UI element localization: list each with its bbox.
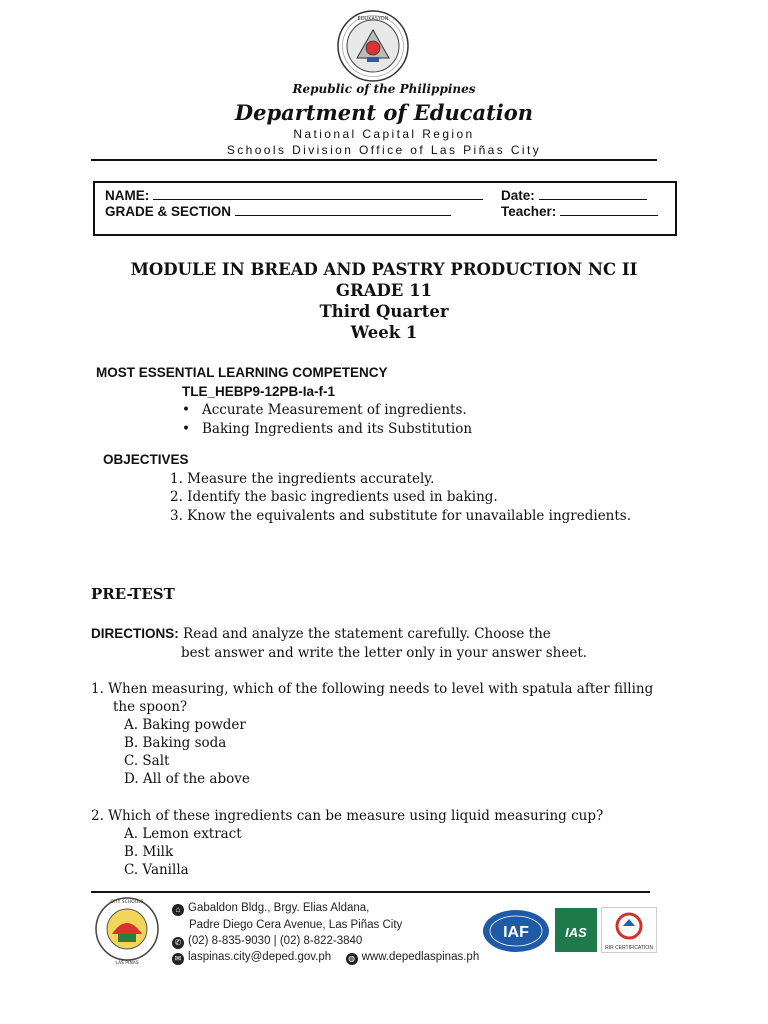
date-field[interactable] bbox=[501, 188, 647, 203]
bullet-dot: • bbox=[182, 421, 190, 437]
module-quarter: Third Quarter bbox=[319, 302, 449, 321]
competency-heading: MOST ESSENTIAL LEARNING COMPETENCY bbox=[96, 365, 388, 380]
location-icon: ⌂ bbox=[172, 904, 184, 916]
q1-option-a: A. Baking powder bbox=[124, 717, 246, 733]
svg-text:RIR CERTIFICATION: RIR CERTIFICATION bbox=[605, 945, 653, 951]
bullet-text: Baking Ingredients and its Substitution bbox=[201, 421, 473, 437]
objective-item: 1. Measure the ingredients accurately. bbox=[170, 471, 435, 487]
svg-text:IAF: IAF bbox=[503, 924, 529, 941]
question-1-cont: the spoon? bbox=[113, 699, 188, 715]
competency-code: TLE_HEBP9-12PB-Ia-f-1 bbox=[182, 384, 336, 399]
department-title: Department of Education bbox=[234, 100, 534, 125]
email-icon: ✉ bbox=[172, 953, 184, 965]
competency-bullet bbox=[182, 421, 472, 437]
module-title: MODULE IN BREAD AND PASTRY PRODUCTION NC II bbox=[130, 260, 638, 279]
student-info-box bbox=[93, 181, 677, 236]
division-text: Schools Division Office of Las Piñas City bbox=[226, 143, 542, 157]
iaf-logo bbox=[481, 908, 551, 954]
q2-option-c: C. Vanilla bbox=[124, 862, 189, 878]
footer-email-web bbox=[172, 951, 479, 965]
phone-icon: ✆ bbox=[172, 937, 184, 949]
competency-bullet bbox=[182, 402, 467, 418]
footer-phone bbox=[172, 935, 362, 949]
teacher-field[interactable] bbox=[501, 204, 658, 219]
directions-line-2: best answer and write the letter only in your answer sheet. bbox=[181, 645, 588, 661]
footer-address-2: Padre Diego Cera Avenue, Las Piñas City bbox=[189, 919, 403, 931]
date-label: Date: bbox=[501, 188, 535, 203]
module-grade: GRADE 11 bbox=[335, 281, 433, 300]
division-seal bbox=[94, 894, 160, 968]
republic-text: Republic of the Philippines bbox=[292, 82, 476, 96]
question-2: 2. Which of these ingredients can be measure using liquid measuring cup? bbox=[91, 808, 604, 824]
email-text[interactable]: laspinas.city@deped.gov.ph bbox=[188, 951, 332, 963]
pretest-heading: PRE-TEST bbox=[91, 585, 175, 603]
ias-logo bbox=[554, 907, 598, 953]
q2-option-a: A. Lemon extract bbox=[124, 826, 242, 842]
region-text: National Capital Region bbox=[293, 127, 475, 141]
globe-icon: ◍ bbox=[346, 953, 358, 965]
q1-option-c: C. Salt bbox=[124, 753, 170, 769]
module-week: Week 1 bbox=[350, 323, 418, 342]
bullet-dot: • bbox=[182, 402, 190, 418]
objectives-heading: OBJECTIVES bbox=[103, 452, 189, 467]
address-line-1: Gabaldon Bldg., Brgy. Elias Aldana, bbox=[188, 902, 370, 914]
directions-line bbox=[91, 626, 551, 642]
objective-item: 3. Know the equivalents and substitute for unavailable ingredients. bbox=[170, 508, 632, 524]
name-label: NAME: bbox=[105, 188, 150, 203]
q1-option-d: D. All of the above bbox=[124, 771, 250, 787]
date-blank[interactable] bbox=[539, 188, 647, 200]
svg-text:CITY SCHOOLS: CITY SCHOOLS bbox=[110, 900, 144, 905]
directions-text: Read and analyze the statement carefully. Choose the bbox=[178, 626, 551, 642]
phone-text: (02) 8-835-9030 | (02) 8-822-3840 bbox=[188, 935, 363, 947]
svg-text:LAS PIÑAS: LAS PIÑAS bbox=[115, 961, 139, 966]
svg-text:EDUKASYON: EDUKASYON bbox=[357, 16, 389, 22]
teacher-blank[interactable] bbox=[560, 204, 658, 216]
q1-option-b: B. Baking soda bbox=[124, 735, 227, 751]
teacher-label: Teacher: bbox=[501, 204, 557, 219]
directions-label: DIRECTIONS: bbox=[91, 626, 179, 641]
name-blank[interactable] bbox=[153, 188, 483, 200]
grade-section-field[interactable] bbox=[105, 204, 451, 219]
rir-logo bbox=[601, 907, 657, 953]
footer-divider bbox=[91, 891, 650, 893]
bullet-text: Accurate Measurement of ingredients. bbox=[201, 402, 467, 418]
footer-address bbox=[172, 902, 369, 916]
grade-section-blank[interactable] bbox=[235, 204, 451, 216]
grade-section-label: GRADE & SECTION bbox=[105, 204, 232, 219]
question-1: 1. When measuring, which of the following needs to level with spatula after filling bbox=[91, 681, 654, 697]
deped-seal bbox=[337, 10, 409, 82]
header-divider bbox=[91, 159, 657, 161]
website-text[interactable]: www.depedlaspinas.ph bbox=[361, 951, 480, 963]
name-field[interactable] bbox=[105, 188, 483, 203]
objective-item: 2. Identify the basic ingredients used in baking. bbox=[170, 489, 498, 505]
svg-text:IAS: IAS bbox=[565, 925, 587, 940]
q2-option-b: B. Milk bbox=[124, 844, 174, 860]
